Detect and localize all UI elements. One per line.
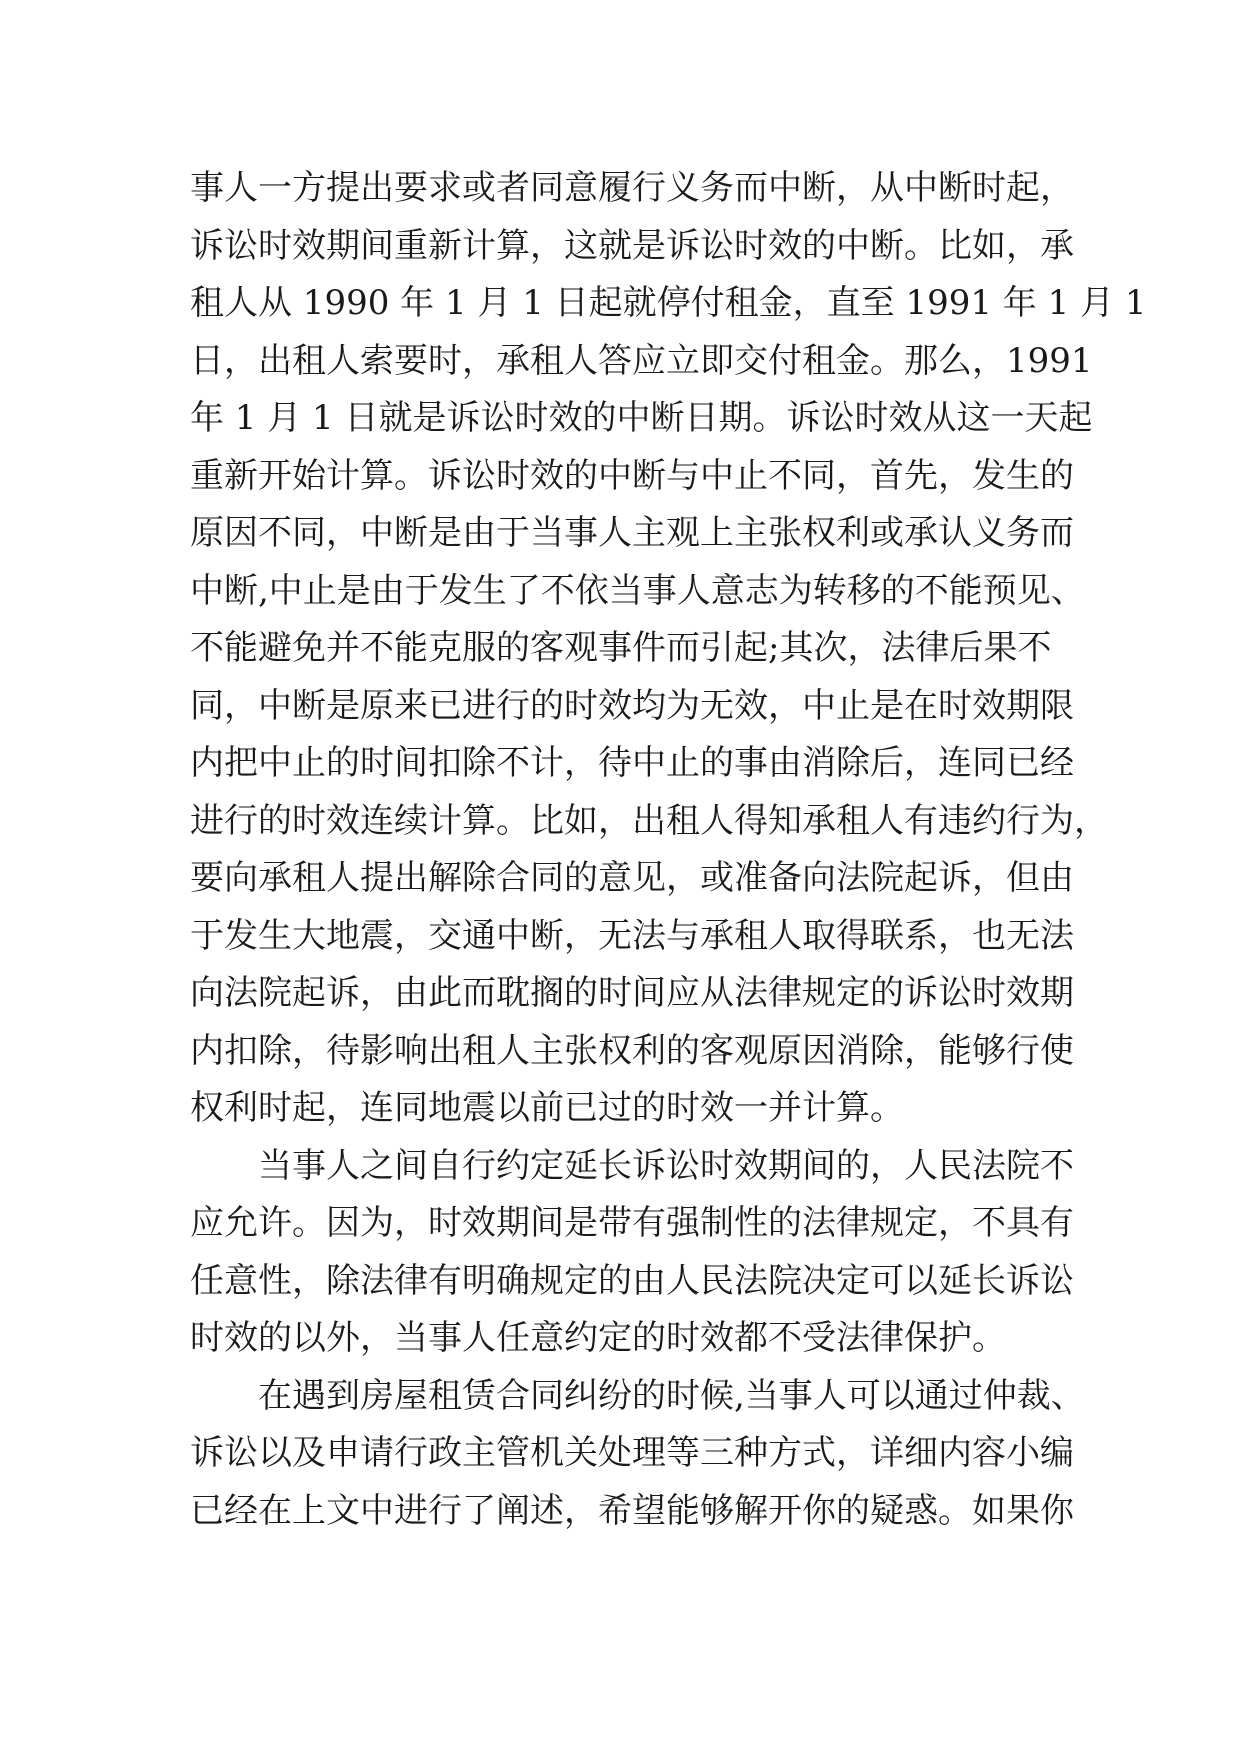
text-line: 租人从 1990 年 1 月 1 日起就停付租金，直至 1991 年 1 月 1 (190, 283, 1147, 323)
text-line: 应允许。因为，时效期间是带有强制性的法律规定，不具有 (190, 1203, 1074, 1243)
text-line: 年 1 月 1 日就是诉讼时效的中断日期。诉讼时效从这一天起 (190, 398, 1093, 438)
text-line: 权利时起，连同地震以前已过的时效一并计算。 (190, 1088, 904, 1128)
text-line: 原因不同，中断是由于当事人主观上主张权利或承认义务而 (190, 513, 1074, 553)
text-line: 进行的时效连续计算。比如，出租人得知承租人有违约行为， (190, 800, 1108, 841)
text-line: 于发生大地震，交通中断，无法与承租人取得联系，也无法 (190, 915, 1074, 956)
text-line: 诉讼时效期间重新计算，这就是诉讼时效的中断。比如，承 (190, 225, 1074, 266)
text-line: 时效的以外，当事人任意约定的时效都不受法律保护。 (190, 1318, 1006, 1358)
body-text (190, 160, 1147, 1540)
paragraph-start-line: 在遇到房屋租赁合同纠纷的时候,当事人可以通过仲裁、 (258, 1375, 1085, 1416)
text-line: 中断,中止是由于发生了不依当事人意志为转移的不能预见、 (190, 570, 1085, 611)
text-line: 事人一方提出要求或者同意履行义务而中断，从中断时起， (190, 168, 1074, 208)
text-line: 不能避免并不能克服的客观事件而引起;其次，法律后果不 (190, 628, 1052, 668)
text-line: 内把中止的时间扣除不计，待中止的事由消除后，连同已经 (190, 743, 1074, 783)
text-line: 向法院起诉，由此而耽搁的时间应从法律规定的诉讼时效期 (190, 973, 1074, 1013)
text-line: 已经在上文中进行了阐述，希望能够解开你的疑惑。如果你 (190, 1490, 1074, 1531)
text-line: 诉讼以及申请行政主管机关处理等三种方式，详细内容小编 (190, 1433, 1074, 1473)
text-line: 内扣除，待影响出租人主张权利的客观原因消除，能够行使 (190, 1030, 1074, 1071)
text-line: 重新开始计算。诉讼时效的中断与中止不同，首先，发生的 (190, 455, 1074, 496)
text-line: 要向承租人提出解除合同的意见，或准备向法院起诉，但由 (190, 858, 1074, 898)
paragraph-start-line: 当事人之间自行约定延长诉讼时效期间的，人民法院不 (258, 1145, 1074, 1186)
text-line: 日，出租人索要时，承租人答应立即交付租金。那么，1991 (190, 340, 1093, 381)
text-line: 任意性，除法律有明确规定的由人民法院决定可以延长诉讼 (190, 1260, 1074, 1301)
text-line: 同，中断是原来已进行的时效均为无效，中止是在时效期限 (190, 685, 1074, 726)
